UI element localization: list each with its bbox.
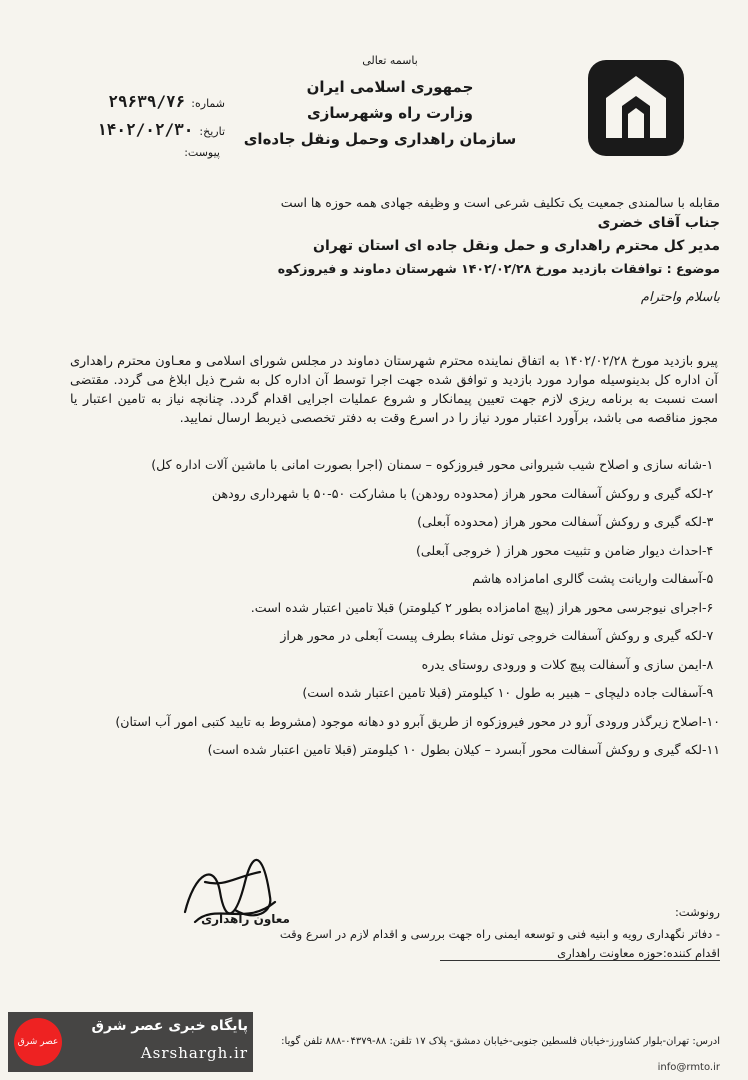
news-logo-icon: عصر شرق	[14, 1018, 62, 1066]
list-item	[140, 683, 730, 712]
cc-line: - دفاتر نگهداری رویه و ابنیه فنی و توسعه ایمنی راه جهت بررسی و اقدام لازم در اسرع وقت	[279, 927, 720, 941]
addressee-name: جناب آقای خضری	[597, 215, 720, 231]
list-item	[140, 740, 730, 769]
cc-title: رونوشت:	[674, 905, 720, 919]
signature-title: معاون راهداری	[201, 912, 290, 926]
date-value: ۱۴۰۲/۰۲/۳۰	[97, 120, 194, 139]
item-number: ۵-	[702, 571, 714, 586]
item-number: ۲-	[702, 485, 714, 501]
item-number: ۱-	[702, 457, 714, 472]
list-item	[140, 569, 730, 598]
watermark-name: پایگاه خبری عصر شرق	[91, 1018, 248, 1034]
news-watermark	[8, 1012, 253, 1072]
item-number: ۳-	[702, 514, 714, 529]
list-item	[140, 626, 730, 655]
letter-number	[95, 92, 225, 111]
subject-line: موضوع : توافقات بازدید مورخ ۱۴۰۲/۰۲/۲۸ شهرستان دماوند و فیروزکوه	[277, 261, 720, 276]
item-text: لکه گیری و روکش آسفالت خروجی تونل مشاء بطرف پیست آبعلی در محور هراز	[280, 628, 702, 643]
body-paragraph: پیرو بازدید مورخ ۱۴۰۲/۰۲/۲۸ به اتفاق نماینده محترم شهرستان دماوند در مجلس شورای اسلامی و معـاون محترم راهداری آن اداره کل بدینوسیله موارد مورد بازدید و توافق شده جهت اجرا توسط آن اداره کل به شرح ذیل ابلاغ می گردد. مقتضی است نسبت به برنامه ریزی لازم جهت تعیین پیمانکار و شروع عملیات اجرایی اقدام گردد. چنانچه نیاز به تامین اعتبار یا مجوز مناقصه می باشد، برآورد اعتبار مورد نیاز را در اسرع وقت به دفتر تخصصی ذیربط ارسال نمایید.	[70, 354, 718, 426]
list-item	[140, 541, 730, 570]
item-text: شانه سازی و اصلاح شیب شیروانی محور فیروزکوه – سمنان (اجرا بصورت امانی با ماشین آلات اداره کل)	[151, 457, 702, 472]
list-item	[140, 512, 730, 541]
list-item	[140, 655, 730, 684]
footer-address: ادرس: تهران-بلوار کشاورز-خیابان فلسطین جنوبی-خیابان دمشق- پلاک ۱۷ تلفن: ۸۸-۰۴۳۷۹-۸۸۸ تلفن گویا:	[281, 1036, 720, 1047]
list-item	[140, 598, 730, 627]
item-text: اجرای نیوجرسی محور هراز (پیچ امامزاده بطور ۲ کیلومتر) قبلا تامین اعتبار شده است.	[250, 599, 702, 615]
basmala: باسمه تعالی	[362, 54, 418, 67]
ministry-title: وزارت راه وشهرسازی	[307, 104, 473, 122]
addressee-position: مدیر کل محترم راهداری و حمل ونقل جاده ای استان تهران	[313, 238, 720, 254]
cc-action: اقدام کننده:حوزه معاونت راهداری	[440, 946, 720, 961]
item-number: ۱۱-	[702, 742, 721, 757]
item-text: لکه گیری و روکش آسفالت محور هراز (محدوده رودهن) با مشارکت ۵۰-۵۰ با شهرداری رودهن	[211, 485, 702, 501]
watermark-url: Asrshargh.ir	[140, 1044, 248, 1062]
item-text: ایمن سازی و آسفالت پیچ کلات و ورودی روستای یدره	[421, 656, 702, 672]
republic-title: جمهوری اسلامی ایران	[306, 78, 474, 96]
item-text: اصلاح زیرگذر ورودی آرو در محور فیروزکوه از طریق آبرو دو دهانه موجود (مشروط به تایید کتبی امور آب استان)	[115, 713, 702, 729]
item-number: ۱۰-	[702, 713, 721, 729]
item-text: لکه گیری و روکش آسفالت محور هراز (محدوده آبعلی)	[417, 514, 702, 529]
footer-email: info@rmto.ir	[657, 1062, 720, 1073]
rmto-logo-icon	[586, 58, 686, 158]
list-item	[115, 712, 730, 741]
item-number: ۴-	[702, 542, 714, 558]
item-text: لکه گیری و روکش آسفالت محور آبسرد – کیلان بطول ۱۰ کیلومتر (قبلا تامین اعتبار شده است)	[207, 742, 702, 757]
list-item	[140, 455, 730, 484]
date-label: تاریخ:	[199, 125, 225, 138]
attachment-label: پیوست:	[184, 146, 220, 159]
slogan: مقابله با سالمندی جمعیت یک تکلیف شرعی است و وظیفه جهادی همه حوزه ها است	[280, 195, 720, 210]
item-number: ۸-	[702, 656, 714, 672]
item-text: احداث دیوار ضامن و تثبیت محور هراز ( خروجی آبعلی)	[416, 542, 702, 558]
number-label: شماره:	[191, 97, 225, 110]
list-item	[140, 484, 730, 513]
greeting: باسلام واحترام	[640, 290, 720, 305]
organization-title: سازمان راهداری وحمل ونقل جاده‌ای	[243, 130, 517, 148]
item-number: ۶-	[702, 599, 714, 615]
item-number: ۹-	[702, 685, 714, 700]
item-text: آسفالت جاده دلیچای – هبیر به طول ۱۰ کیلومتر (قبلا تامین اعتبار شده است)	[302, 685, 702, 700]
letter-date	[95, 120, 225, 139]
item-text: آسفالت واریانت پشت گالری امامزاده هاشم	[472, 571, 702, 586]
item-list	[115, 455, 730, 769]
item-number: ۷-	[702, 628, 714, 643]
number-value: ۲۹۶۳۹/۷۶	[108, 92, 186, 111]
